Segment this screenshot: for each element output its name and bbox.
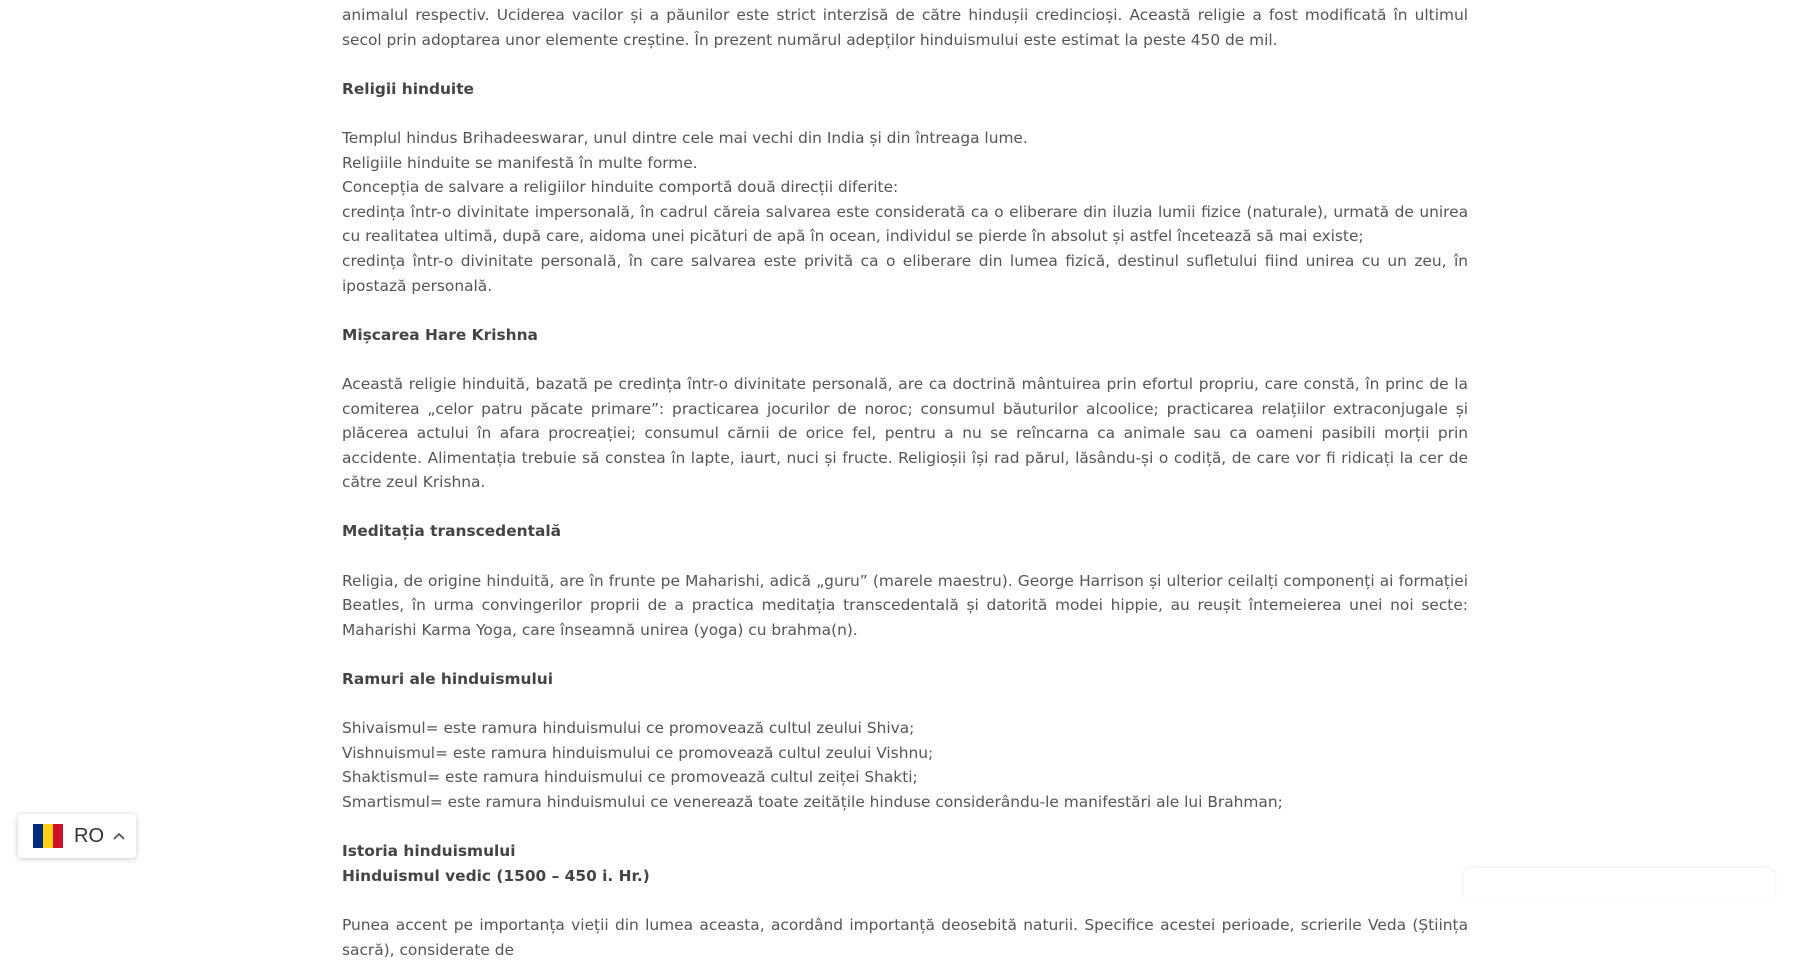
heading-hinduismul-vedic: Hinduismul vedic (1500 – 450 i. Hr.) [342,866,650,885]
language-switcher[interactable] [18,814,136,858]
ramuri-line: Smartismul= este ramura hinduismului ce venerează toate zeitățile hinduse considerându-le manifestări ale lui Brahman; [342,793,1283,811]
heading-religii-hinduite: Religii hinduite [342,79,475,98]
ramuri-line: Shaktismul= este ramura hinduismului ce promovează cultul zeiței Shakti; [342,768,918,787]
ramuri-line: Vishnuismul= este ramura hinduismului ce promovează cultul zeului Vishnu; [342,743,934,762]
ramuri-line: Shivaismul= este ramura hinduismului ce promovează cultul zeului Shiva; [342,719,915,738]
heading-istoria: Istoria hinduismului [342,842,516,861]
religii-line: Concepția de salvare a religiilor hinduite comportă două direcții diferite: [342,178,899,197]
heading-hare-krishna: Mișcarea Hare Krishna [342,325,538,344]
religii-line: Religiile hinduite se manifestă în multe forme. [342,153,698,172]
heading-ramuri: Ramuri ale hinduismului [342,670,554,689]
romania-flag-icon [33,824,63,848]
paragraph-hare-krishna: Această religie hinduită, bazată pe credința într-o divinitate personală, are ca doctrină mântuirea prin efortul propriu, care constă, în princ de la comiterea „celor patru păcate primare”: practicarea jocurilor de noroc; consumul băuturilor alcoolice; practicarea relațiilor extraconjugale și plăcerea actului în afara procreației; consumul cărnii de orice fel, pentru a nu se reîncarna ca animale sau ca oameni pasibili morții prin accidente. Alimentația trebuie să constea în lapte, iaurt, nuci și fructe. Religioșii își rad părul, lăsându-și o codiță, de care vor fi ridicați la cer de către zeul Krishna. [342,374,1468,492]
religii-line: Templul hindus Brihadeeswarar, unul dintre cele mai vechi din India și din întreaga lume. [342,128,1028,147]
article-body [342,0,1468,962]
paragraph-religii [342,126,1468,298]
religii-line: credința într-o divinitate personală, în care salvarea este privită ca o eliberare din lumea fizică, destinul sufletului fiind unirea cu un zeu, în ipostază personală. [342,251,1468,295]
paragraph-intro [342,3,1468,52]
flag-stripe-blue [33,824,43,848]
paragraph-ramuri [342,716,1468,814]
language-code: RO [74,824,104,847]
religii-line: credința într-o divinitate impersonală, în cadrul căreia salvarea este considerată ca o eliberare din iluzia lumii fizice (naturale), urmată de unirea cu realitatea ultimă, după care, aidoma unei picături de apă în ocean, individul se pierde în absolut și astfel încetează să mai existe; [342,202,1468,246]
paragraph-vedic: Punea accent pe importanța vieții din lumea aceasta, acordând importanță deosebită naturii. Specifice acestei perioade, scrierile Veda (Știința sacră), considerate de [342,915,1468,959]
corner-panel [1464,868,1774,898]
chevron-up-icon [112,829,126,843]
flag-stripe-yellow [43,824,53,848]
flag-stripe-red [53,824,63,848]
paragraph-meditatia: Religia, de origine hinduită, are în frunte pe Maharishi, adică „guru” (marele maestru). George Harrison și ulterior ceilalți componenți ai formației Beatles, în urma convingerilor proprii de a practica meditația transcedentală și datorită modei hippie, au reușit întemeierea unei noi secte: Maharishi Karma Yoga, care înseamnă unirea (yoga) cu brahma(n). [342,571,1468,639]
heading-meditatia: Meditația transcedentală [342,522,561,541]
intro-text: animalul respectiv. Uciderea vacilor și a păunilor este strict interzisă de către hindușii credincioși. Această religie a fost modificată în ultimul secol prin adoptarea unor elemente creștine. În prezent numărul adepților hinduismului este estimat la peste 450 de mil. [342,6,1468,49]
